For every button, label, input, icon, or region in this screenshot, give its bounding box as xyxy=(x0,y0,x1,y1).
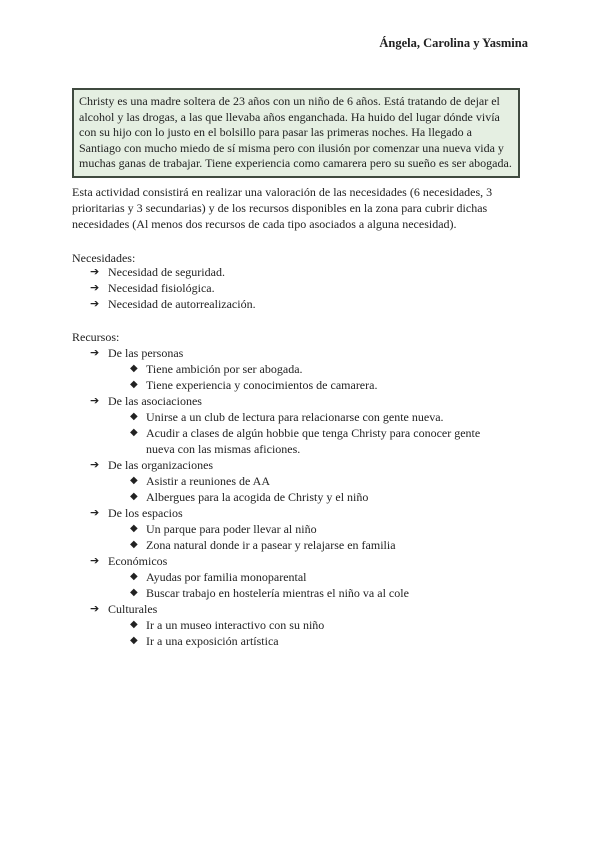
resources-list xyxy=(90,345,506,649)
list-item xyxy=(130,617,506,633)
needs-title: Necesidades: xyxy=(72,251,136,265)
need-label: Necesidad de seguridad. xyxy=(108,265,225,279)
list-item xyxy=(130,585,506,601)
arrow-icon: ➔ xyxy=(90,506,100,519)
list-item xyxy=(90,264,256,280)
resource-item: Ir a una exposición artística xyxy=(146,634,279,648)
diamond-bullet-icon: ◆ xyxy=(130,411,138,422)
resource-group xyxy=(90,393,506,409)
resource-sublist xyxy=(130,361,506,393)
list-item xyxy=(130,361,506,377)
needs-list xyxy=(90,264,256,312)
resource-group xyxy=(90,457,506,473)
resource-item: Buscar trabajo en hostelería mientras el niño va al cole xyxy=(146,586,409,600)
resource-item: Unirse a un club de lectura para relacionarse con gente nueva. xyxy=(146,410,444,424)
list-item xyxy=(130,473,506,489)
list-item xyxy=(130,489,506,505)
activity-intro: Esta actividad consistirá en realizar una valoración de las necesidades (6 necesidades, 3 prioritarias y 3 secundarias) y de los recursos disponibles en la zona para cubrir dichas necesidades (Al menos dos recursos de cada tipo asociados a alguna necesidad). xyxy=(72,185,493,231)
resource-group xyxy=(90,345,506,361)
resource-sublist xyxy=(130,617,506,649)
resource-sublist xyxy=(130,521,506,553)
resource-sublist xyxy=(130,409,506,457)
authors-header: Ángela, Carolina y Yasmina xyxy=(379,36,528,50)
resource-group-label: De las asociaciones xyxy=(108,394,202,408)
resource-group-label: De las personas xyxy=(108,346,184,360)
diamond-bullet-icon: ◆ xyxy=(130,475,138,486)
need-label: Necesidad de autorrealización. xyxy=(108,297,256,311)
arrow-icon: ➔ xyxy=(90,458,100,471)
diamond-bullet-icon: ◆ xyxy=(130,427,138,438)
resource-group xyxy=(90,553,506,569)
resource-item: Tiene experiencia y conocimientos de camarera. xyxy=(146,378,378,392)
diamond-bullet-icon: ◆ xyxy=(130,539,138,550)
resource-group-label: De los espacios xyxy=(108,506,183,520)
diamond-bullet-icon: ◆ xyxy=(130,363,138,374)
case-description-box: Christy es una madre soltera de 23 años con un niño de 6 años. Está tratando de dejar el alcohol y las drogas, a las que llevaba años enganchada. Ha huido del lugar dónde vivía con su hijo con lo justo en el bolsillo para pasar las primeras noches. Ha llegado a Santiago con mucho miedo de sí misma pero con ilusión por comenzar una nueva vida y muchas ganas de trabajar. Tiene experiencia como camarera pero su sueño es ser abogada. xyxy=(72,88,520,178)
list-item xyxy=(130,425,506,457)
resource-sublist xyxy=(130,569,506,601)
list-item xyxy=(130,633,506,649)
resource-item: Albergues para la acogida de Christy y el niño xyxy=(146,490,369,504)
list-item xyxy=(130,537,506,553)
resource-group xyxy=(90,505,506,521)
list-item xyxy=(130,409,506,425)
resource-sublist xyxy=(130,473,506,505)
resource-item: Ir a un museo interactivo con su niño xyxy=(146,618,325,632)
resource-group-label: Culturales xyxy=(108,602,158,616)
resource-item: Acudir a clases de algún hobbie que tenga Christy para conocer gente nueva con las mismas aficiones. xyxy=(146,426,481,456)
arrow-icon: ➔ xyxy=(90,554,100,567)
diamond-bullet-icon: ◆ xyxy=(130,619,138,630)
resource-item: Tiene ambición por ser abogada. xyxy=(146,362,303,376)
arrow-icon: ➔ xyxy=(90,602,100,615)
resource-item: Asistir a reuniones de AA xyxy=(146,474,270,488)
diamond-bullet-icon: ◆ xyxy=(130,523,138,534)
arrow-icon: ➔ xyxy=(90,346,100,359)
resources-title: Recursos: xyxy=(72,330,120,344)
arrow-icon: ➔ xyxy=(90,281,100,294)
resource-group xyxy=(90,601,506,617)
arrow-icon: ➔ xyxy=(90,394,100,407)
arrow-icon: ➔ xyxy=(90,265,100,278)
diamond-bullet-icon: ◆ xyxy=(130,635,138,646)
resource-item: Un parque para poder llevar al niño xyxy=(146,522,317,536)
arrow-icon: ➔ xyxy=(90,297,100,310)
diamond-bullet-icon: ◆ xyxy=(130,379,138,390)
list-item xyxy=(130,377,506,393)
diamond-bullet-icon: ◆ xyxy=(130,491,138,502)
list-item xyxy=(130,521,506,537)
diamond-bullet-icon: ◆ xyxy=(130,587,138,598)
resource-group-label: Económicos xyxy=(108,554,168,568)
resource-item: Ayudas por familia monoparental xyxy=(146,570,307,584)
resource-group-label: De las organizaciones xyxy=(108,458,214,472)
list-item xyxy=(90,280,256,296)
list-item xyxy=(130,569,506,585)
diamond-bullet-icon: ◆ xyxy=(130,571,138,582)
need-label: Necesidad fisiológica. xyxy=(108,281,215,295)
resource-item: Zona natural donde ir a pasear y relajarse en familia xyxy=(146,538,396,552)
list-item xyxy=(90,296,256,312)
